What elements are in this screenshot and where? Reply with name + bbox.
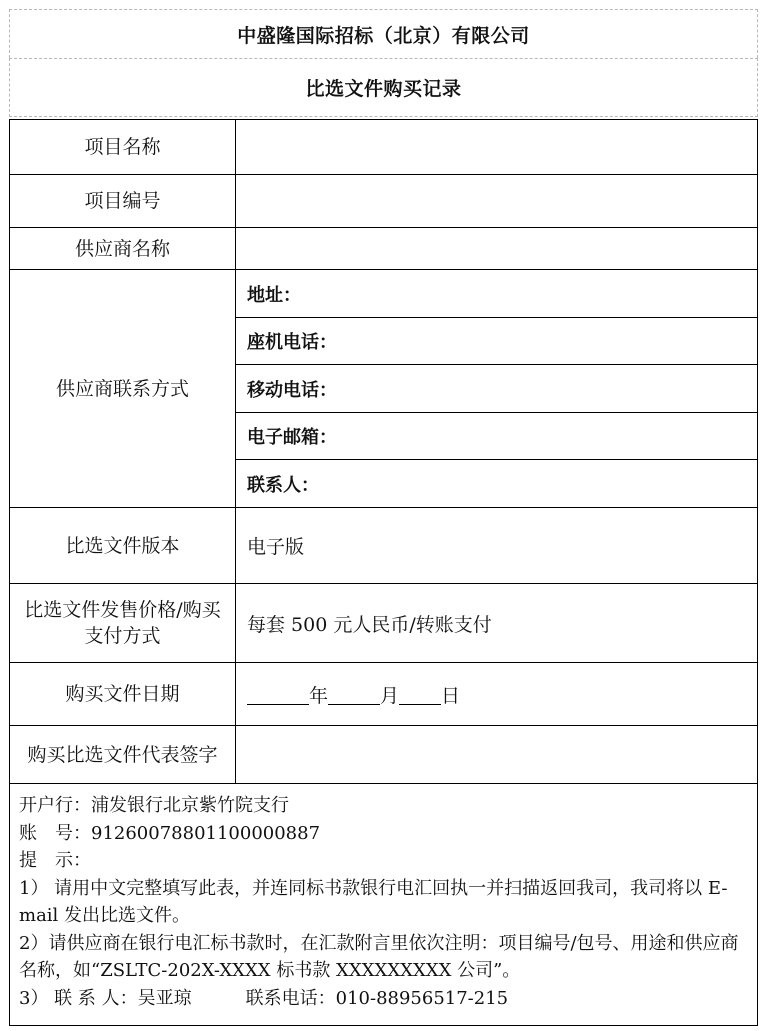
company-name: 中盛隆国际招标（北京）有限公司 [9, 9, 758, 58]
project-number-field[interactable] [236, 175, 757, 227]
contact-person-text: 3） 联 系 人：吴亚琼 [19, 987, 192, 1009]
supplier-contact-label: 供应商联系方式 [10, 270, 236, 507]
year-blank[interactable] [247, 684, 309, 705]
tip-1: 1） 请用中文完整填写此表，并连同标书款银行电汇回执一并扫描返回我司，我司将以 E-mail 发出比选文件。 [19, 877, 728, 926]
row-project-name [10, 120, 757, 175]
signature-field[interactable] [236, 726, 757, 783]
month-char: 月 [380, 684, 400, 707]
contact-phone-text: 联系电话：010-88956517-215 [245, 987, 509, 1009]
tips-label: 提 示： [19, 850, 91, 871]
account-label: 账 号： [19, 822, 91, 844]
project-name-field[interactable] [236, 120, 757, 174]
day-char: 日 [441, 684, 461, 707]
tip-3 [19, 985, 747, 1013]
supplier-name-label: 供应商名称 [10, 228, 236, 269]
address-field[interactable]: 地址： [236, 270, 757, 318]
landline-field[interactable]: 座机电话： [236, 318, 757, 365]
notes-section [10, 784, 757, 1026]
contact-person-field[interactable]: 联系人： [247, 474, 319, 496]
purchase-date-field[interactable] [236, 663, 757, 725]
tip-2: 2）请供应商在银行电汇标书款时，在汇款附言里依次注明：项目编号/包号、用途和供应商名称，如“ZSLTC-202X-XXXX 标书款 XXXXXXXXX 公司”。 [19, 932, 739, 981]
row-supplier-name [10, 228, 757, 270]
row-supplier-contact [10, 270, 757, 508]
row-signature [10, 726, 757, 784]
row-price [10, 584, 757, 663]
day-blank[interactable] [399, 684, 441, 705]
price-value: 每套 500 元人民币/转账支付 [247, 613, 492, 636]
file-version-label: 比选文件版本 [10, 508, 236, 583]
month-blank[interactable] [328, 684, 380, 705]
purchase-date-label: 购买文件日期 [10, 663, 236, 725]
project-name-label: 项目名称 [10, 120, 236, 174]
bank-line [19, 792, 747, 820]
purchase-record-form [9, 9, 758, 1021]
supplier-name-field[interactable] [236, 228, 757, 269]
form-title: 比选文件购买记录 [9, 58, 758, 117]
form-table [9, 119, 758, 1026]
file-version-value: 电子版 [247, 536, 305, 558]
account-line [19, 820, 747, 848]
row-project-number [10, 175, 757, 228]
bank-label: 开户行： [19, 795, 91, 816]
price-label: 比选文件发售价格/购买支付方式 [10, 584, 236, 662]
email-field[interactable]: 电子邮箱： [236, 413, 757, 460]
row-purchase-date [10, 663, 757, 726]
account-value: 91260078801100000887 [91, 822, 321, 844]
year-char: 年 [309, 684, 329, 707]
project-number-label: 项目编号 [10, 175, 236, 227]
signature-label: 购买比选文件代表签字 [10, 726, 236, 783]
row-file-version [10, 508, 757, 584]
bank-value: 浦发银行北京紫竹院支行 [91, 795, 289, 816]
mobile-field[interactable]: 移动电话： [236, 365, 757, 413]
contact-fields [236, 270, 757, 507]
